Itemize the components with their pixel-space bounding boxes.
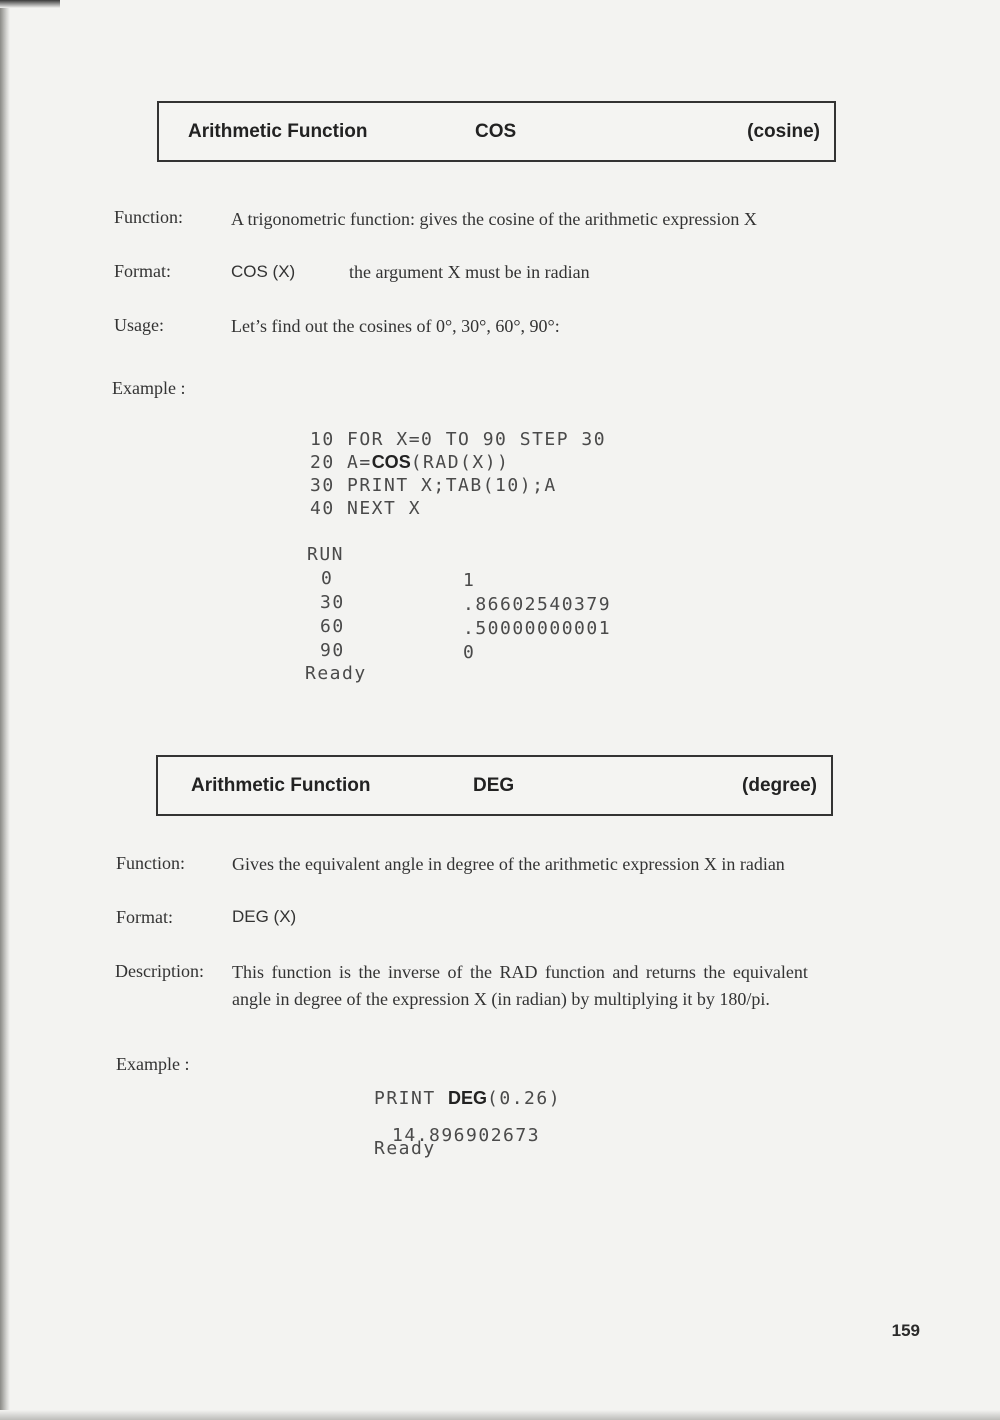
deg-description-line-2: angle in degree of the expression X (in radian) by multiplying it by 180/pi. — [232, 989, 770, 1009]
cos-code-line-4: 40 NEXT X — [310, 498, 422, 519]
deg-code-line — [374, 1088, 561, 1109]
cos-usage-text: Let’s find out the cosines of 0°, 30°, 60°, 90°: — [231, 316, 560, 336]
cos-function-text: A trigonometric function: gives the cosine of the arithmetic expression X — [231, 209, 757, 229]
cos-code-line-2 — [310, 452, 509, 473]
cos-format-syntax: COS (X) — [231, 262, 296, 281]
deg-description-label: Description: — [115, 961, 204, 981]
cos-output-value-0: 1 — [463, 570, 476, 591]
cos-header-name: COS — [475, 120, 517, 142]
cos-header-category: Arithmetic Function — [188, 120, 368, 142]
cos-function-label: Function: — [114, 207, 184, 227]
page-number: 159 — [891, 1321, 920, 1340]
cos-code-line-2-post: (RAD(X)) — [410, 452, 510, 473]
cos-output-x-0: 0 — [321, 568, 334, 589]
cos-code-line-2-pre: 20 A= — [310, 452, 372, 473]
deg-code-post: (0.26) — [487, 1088, 562, 1109]
cos-output-x-2: 60 — [320, 616, 345, 637]
cos-example-label: Example : — [112, 378, 186, 398]
cos-output-x-1: 30 — [320, 592, 345, 613]
cos-usage-label: Usage: — [114, 315, 164, 335]
cos-code-line-3: 30 PRINT X;TAB(10);A — [310, 475, 557, 496]
cos-output-value-3: 0 — [463, 642, 476, 663]
binding-shadow — [0, 0, 10, 1420]
deg-function-label: Function: — [116, 853, 186, 873]
deg-header-name: DEG — [473, 774, 515, 796]
cos-header-meaning: (cosine) — [747, 120, 820, 142]
deg-result: 14.896902673 — [392, 1125, 541, 1146]
cos-code-line-1: 10 FOR X=0 TO 90 STEP 30 — [310, 429, 607, 450]
deg-ready: Ready — [374, 1138, 436, 1159]
cos-output-value-1: .86602540379 — [463, 594, 612, 615]
deg-example-label: Example : — [116, 1054, 190, 1074]
deg-header-category: Arithmetic Function — [191, 774, 371, 796]
deg-header-meaning: (degree) — [742, 774, 817, 796]
cos-format-label: Format: — [114, 261, 171, 281]
cos-header-box — [157, 101, 836, 162]
cos-code-keyword: COS — [371, 452, 411, 472]
cos-run-label: RUN — [307, 544, 345, 565]
cos-format-note: the argument X must be in radian — [349, 262, 590, 282]
deg-code-pre: PRINT — [374, 1088, 449, 1109]
deg-function-text: Gives the equivalent angle in degree of the arithmetic expression X in radian — [232, 854, 785, 874]
deg-description-line-1: This function is the inverse of the RAD function and returns the equivalent — [232, 962, 808, 982]
deg-format-syntax: DEG (X) — [232, 907, 297, 926]
deg-code-keyword: DEG — [448, 1088, 488, 1108]
deg-header-box — [156, 755, 833, 816]
cos-output-x-3: 90 — [320, 640, 345, 661]
page-edge — [0, 0, 60, 8]
page-edge-bottom — [0, 1410, 1000, 1420]
deg-format-label: Format: — [116, 907, 173, 927]
cos-ready: Ready — [305, 663, 367, 684]
cos-output-value-2: .50000000001 — [463, 618, 612, 639]
